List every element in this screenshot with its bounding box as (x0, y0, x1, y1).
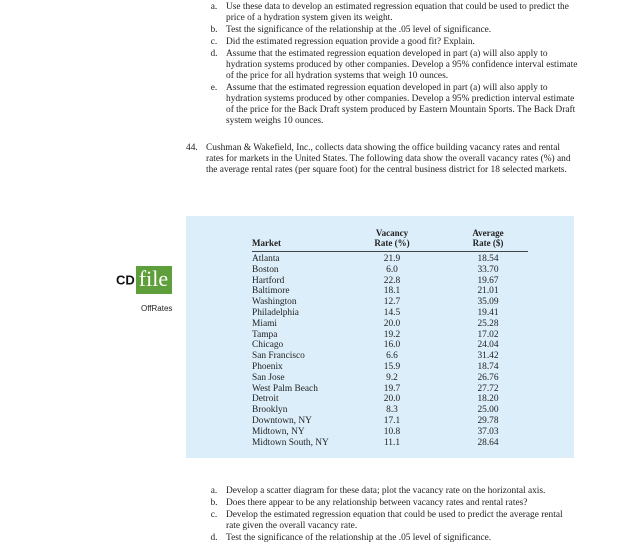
cell-rent: 37.03 (477, 426, 499, 437)
cell-vacancy: 11.1 (383, 437, 401, 448)
cell-rent: 35.09 (477, 297, 499, 308)
cell-market: Boston (252, 264, 279, 275)
cell-market: Midtown, NY (252, 426, 305, 437)
table-row (252, 308, 528, 319)
previous-exercise-parts (206, 2, 578, 128)
table-row (252, 330, 528, 341)
table-row (252, 319, 528, 330)
cell-market: Midtown South, NY (252, 437, 329, 448)
item-label: e. (210, 83, 218, 93)
cell-rent: 33.70 (477, 264, 499, 275)
office-rates-table (252, 228, 528, 448)
cell-rent: 18.54 (477, 254, 499, 264)
cell-vacancy: 22.8 (383, 275, 401, 286)
cell-rent: 19.41 (477, 307, 499, 318)
item-text: Assume that the estimated regression equation developed in part (a) will also apply to hydration systems produced by other companies. Develop a 95% confidence interval estimate of the price for all hydration systems that weigh 10 ounces. (226, 49, 578, 81)
cell-market: San Jose (252, 372, 285, 383)
item-label: b. (210, 498, 218, 508)
cell-vacancy: 8.3 (386, 405, 398, 416)
cell-vacancy: 18.1 (383, 286, 401, 297)
cell-rent: 18.20 (477, 394, 499, 405)
item-text: Develop the estimated regression equation that could be used to predict the average rental rate given the overall vacancy rate. (226, 510, 563, 531)
cell-market: Tampa (252, 329, 278, 340)
table-row (252, 297, 528, 308)
table-row (252, 438, 528, 449)
list-item (206, 83, 578, 127)
table-row (252, 265, 528, 276)
item-text: Use these data to develop an estimated regression equation that could be used to predict the price of a hydration system given its weight. (226, 2, 569, 23)
table-row (252, 286, 528, 297)
cell-market: Philadelphia (252, 307, 299, 318)
cell-market: Atlanta (252, 254, 280, 264)
cell-rent: 19.67 (477, 275, 499, 286)
cell-market: Washington (252, 297, 297, 308)
list-item (206, 2, 578, 24)
cell-vacancy: 14.5 (383, 307, 401, 318)
cell-market: Brooklyn (252, 405, 288, 416)
exercise-44-parts (206, 486, 578, 545)
table-row (252, 416, 528, 427)
cell-vacancy: 20.0 (383, 318, 401, 329)
list-item (206, 25, 578, 36)
cell-vacancy: 6.6 (386, 351, 398, 362)
item-text: Did the estimated regression equation provide a good fit? Explain. (226, 37, 475, 47)
header-vacancy-rate: Vacancy Rate (%) (356, 228, 428, 252)
table-row (252, 394, 528, 405)
cell-vacancy: 10.8 (383, 426, 401, 437)
cell-rent: 18.74 (477, 361, 499, 372)
cell-rent: 21.01 (477, 286, 499, 297)
table-row (252, 276, 528, 287)
cell-rent: 17.02 (477, 329, 499, 340)
item-label: c. (210, 37, 218, 47)
list-item (206, 37, 578, 48)
item-label: d. (210, 533, 218, 543)
table-row (252, 405, 528, 416)
item-text: Test the significance of the relationship at the .05 level of significance. (226, 25, 492, 35)
cell-vacancy: 16.0 (383, 340, 401, 351)
file-label: file (136, 266, 172, 294)
table-row (252, 252, 528, 265)
item-label: d. (210, 49, 218, 59)
cell-market: Downtown, NY (252, 415, 312, 426)
list-item (206, 486, 578, 497)
cell-market: Baltimore (252, 286, 290, 297)
cell-vacancy: 15.9 (383, 361, 401, 372)
data-table-panel (186, 216, 574, 458)
list-item (206, 49, 578, 82)
exercise-44 (186, 143, 578, 176)
list-item (206, 510, 578, 532)
cell-rent: 31.42 (477, 351, 499, 362)
cell-market: Chicago (252, 340, 284, 351)
cell-vacancy: 20.0 (383, 394, 401, 405)
item-text: Does there appear to be any relationship between vacancy rates and rental rates? (226, 498, 528, 508)
cell-vacancy: 9.2 (386, 372, 398, 383)
cell-market: Hartford (252, 275, 285, 286)
cell-vacancy: 12.7 (383, 297, 401, 308)
table-header-row (252, 228, 528, 252)
cell-vacancy: 17.1 (383, 415, 401, 426)
cell-vacancy: 19.2 (383, 329, 401, 340)
table-row (252, 362, 528, 373)
cell-market: Phoenix (252, 361, 283, 372)
cell-rent: 26.76 (477, 372, 499, 383)
cell-rent: 29.78 (477, 415, 499, 426)
header-average-rate: Average Rate ($) (428, 228, 528, 252)
item-text: Test the significance of the relationship at the .05 level of significance. (226, 533, 492, 543)
cell-rent: 28.64 (477, 437, 499, 448)
cell-rent: 25.00 (477, 405, 499, 416)
item-label: b. (210, 25, 218, 35)
cell-vacancy: 6.0 (386, 264, 398, 275)
table-row (252, 340, 528, 351)
item-label: a. (210, 2, 218, 12)
list-item (206, 533, 578, 544)
cell-rent: 24.04 (477, 340, 499, 351)
exercise-text: Cushman & Wakefield, Inc., collects data showing the office building vacancy rates and rental rates for markets in the United States. The following data show the overall vacancy rates (%) and the average rental rates (per square foot) for the central business district for 18 selected markets. (206, 143, 571, 175)
table-row (252, 384, 528, 395)
header-market: Market (252, 228, 356, 252)
exercise-number: 44. (186, 143, 198, 153)
cell-rent: 27.72 (477, 383, 499, 394)
cell-rent: 25.28 (477, 318, 499, 329)
table-row (252, 351, 528, 362)
item-text: Develop a scatter diagram for these data; plot the vacancy rate on the horizontal axis. (226, 486, 546, 496)
cell-market: Miami (252, 318, 277, 329)
cell-vacancy: 21.9 (383, 254, 401, 264)
cell-vacancy: 19.7 (383, 383, 401, 394)
item-label: c. (210, 510, 218, 520)
item-label: a. (210, 486, 218, 496)
data-file-name: OffRates (141, 304, 173, 313)
table-row (252, 373, 528, 384)
item-text: Assume that the estimated regression equation developed in part (a) will also apply to hydration systems produced by other companies. Develop a 95% prediction interval estimate of the price for the Back Draft system produced by Eastern Mountain Sports. The Back Draft system weighs 10 ounces. (226, 83, 576, 126)
cd-file-icon (116, 266, 172, 294)
table-row (252, 427, 528, 438)
cd-label: CD (116, 272, 135, 288)
list-item (206, 498, 578, 509)
cell-market: San Francisco (252, 351, 305, 362)
cell-market: West Palm Beach (252, 383, 318, 394)
cell-market: Detroit (252, 394, 279, 405)
